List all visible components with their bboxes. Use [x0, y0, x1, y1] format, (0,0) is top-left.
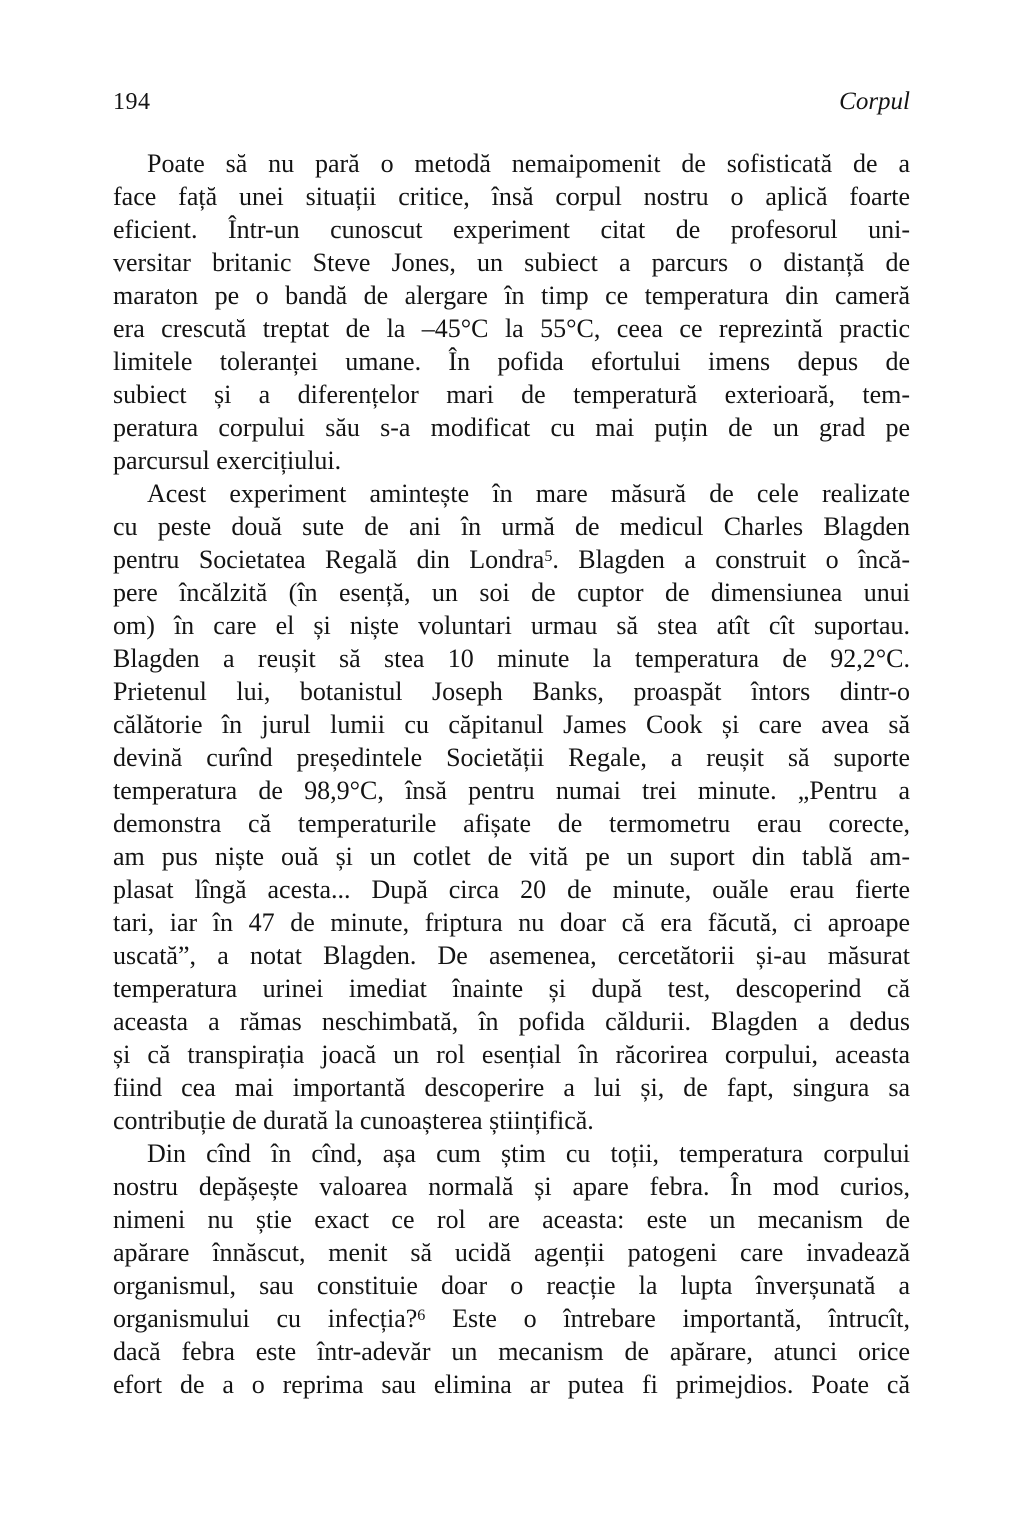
text-line: dacă febra este într-adevăr un mecanism de apărare, atunci orice — [113, 1337, 910, 1366]
text-line: călătorie în jurul lumii cu căpitanul James Cook și care avea să — [113, 710, 910, 739]
text-line: fiind cea mai importantă descoperire a lui și, de fapt, singura sa — [113, 1073, 910, 1102]
text-line: pere încălzită (în esență, un soi de cuptor de dimensiunea unui — [113, 578, 910, 607]
paragraph — [113, 147, 910, 477]
text-line — [113, 543, 910, 576]
footnote-reference: 6 — [417, 1306, 426, 1324]
text-line: organismul, sau constituie doar o reacție la lupta înverșunată a — [113, 1271, 910, 1300]
text-line: Din cînd în cînd, așa cum știm cu toții, temperatura corpului — [147, 1139, 910, 1168]
text-line: uscată”, a notat Blagden. De asemenea, cercetătorii și-au măsurat — [113, 941, 910, 970]
text-line: era crescută treptat de la –45°C la 55°C, ceea ce reprezintă practic — [113, 314, 910, 343]
text-segment: pentru Societatea Regală din Londra — [113, 545, 545, 574]
text-line: om) în care el și niște voluntari urmau să stea atît cît suportau. — [113, 611, 910, 640]
text-line: temperatura de 98,9°C, însă pentru numai trei minute. „Pentru a — [113, 776, 910, 805]
text-line: parcursul exercițiului. — [113, 446, 342, 475]
running-title: Corpul — [839, 88, 910, 115]
text-line: devină curînd președintele Societății Regale, a reușit să suporte — [113, 743, 910, 772]
text-line: demonstra că temperaturile afișate de termometru erau corecte, — [113, 809, 910, 838]
page-text — [113, 147, 910, 1401]
text-line: Prietenul lui, botanistul Joseph Banks, proaspăt întors dintr-o — [113, 677, 910, 706]
text-line: face față unei situații critice, însă corpul nostru o aplică foarte — [113, 182, 910, 211]
text-line — [113, 1302, 910, 1335]
footnote-reference: 5 — [544, 547, 553, 565]
text-segment: . Blagden a construit o încă- — [552, 545, 910, 574]
text-line: subiect și a diferențelor mari de temperatură exterioară, tem- — [113, 380, 910, 409]
text-line: Poate să nu pară o metodă nemaipomenit de sofisticată de a — [147, 149, 910, 178]
text-line: contribuție de durată la cunoașterea științifică. — [113, 1106, 594, 1135]
paragraph — [113, 477, 910, 1137]
page-number: 194 — [113, 89, 151, 115]
text-line: nostru depășește valoarea normală și apare febra. În mod curios, — [113, 1172, 910, 1201]
text-line: maraton pe o bandă de alergare în timp ce temperatura din cameră — [113, 281, 910, 310]
text-line: temperatura urinei imediat înainte și după test, descoperind că — [113, 974, 910, 1003]
text-line: plasat lîngă acesta... După circa 20 de minute, ouăle erau fierte — [113, 875, 910, 904]
text-line: și că transpirația joacă un rol esențial în răcorirea corpului, aceasta — [113, 1040, 910, 1069]
text-line: apărare înnăscut, menit să ucidă agenții patogeni care invadează — [113, 1238, 910, 1267]
text-segment: Este o întrebare importantă, întrucît, — [425, 1304, 910, 1333]
text-line: cu peste două sute de ani în urmă de medicul Charles Blagden — [113, 512, 910, 541]
text-line: Acest experiment amintește în mare măsură de cele realizate — [147, 479, 910, 508]
text-segment: organismului cu infecția? — [113, 1304, 418, 1333]
running-head — [113, 88, 910, 116]
text-line: Blagden a reușit să stea 10 minute la temperatura de 92,2°C. — [113, 644, 910, 673]
text-line: peratura corpului său s-a modificat cu mai puțin de un grad pe — [113, 413, 910, 442]
text-line: versitar britanic Steve Jones, un subiect a parcurs o distanță de — [113, 248, 910, 277]
text-line: tari, iar în 47 de minute, friptura nu doar că era făcută, ci aproape — [113, 908, 910, 937]
text-line: limitele toleranței umane. În pofida efortului imens depus de — [113, 347, 910, 376]
text-line: nimeni nu știe exact ce rol are aceasta: este un mecanism de — [113, 1205, 910, 1234]
paragraph — [113, 1137, 910, 1401]
text-line: eficient. Într-un cunoscut experiment citat de profesorul uni- — [113, 215, 910, 244]
text-line: aceasta a rămas neschimbată, în pofida căldurii. Blagden a dedus — [113, 1007, 910, 1036]
text-line: am pus niște ouă și un cotlet de vită pe un suport din tablă am- — [113, 842, 910, 871]
text-line: efort de a o reprima sau elimina ar putea fi primejdios. Poate că — [113, 1370, 910, 1399]
